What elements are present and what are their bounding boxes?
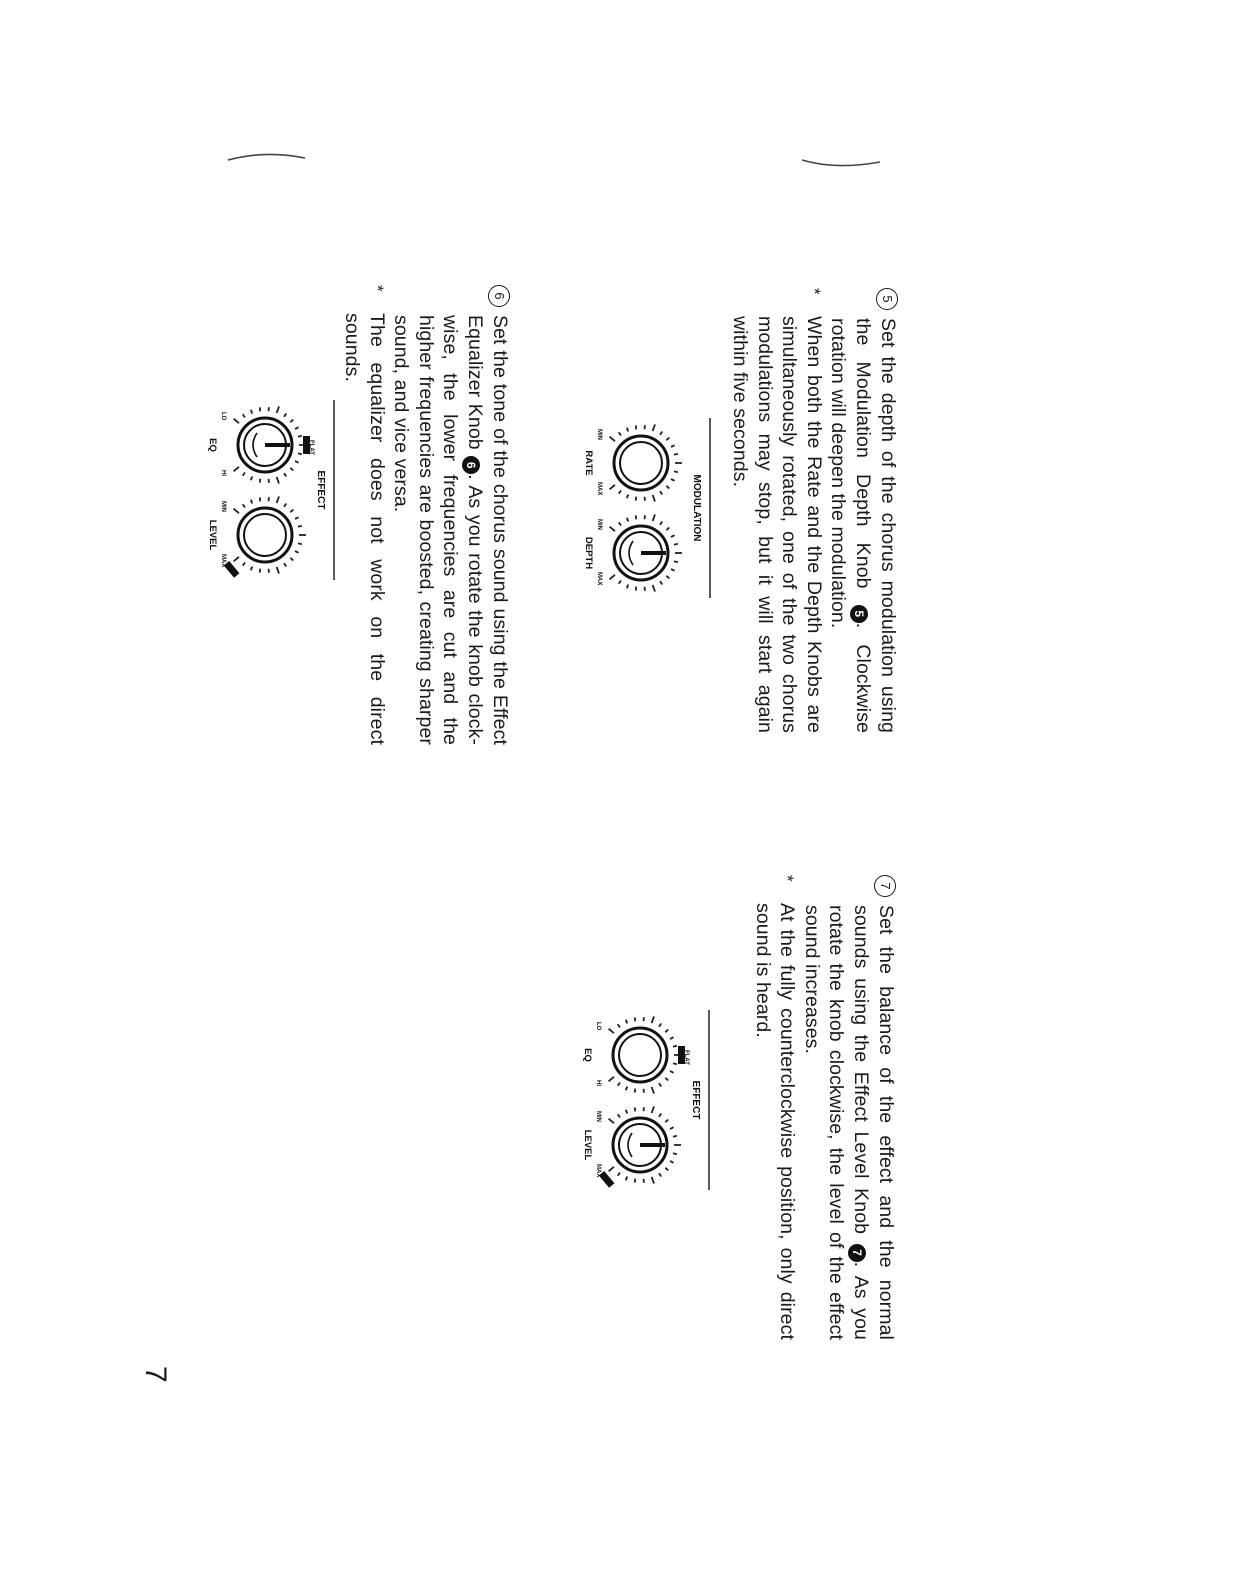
level-min-label: MIN: [595, 1111, 601, 1122]
knob-tick: [653, 495, 655, 502]
knob-tick: [670, 1071, 674, 1073]
knob-tick: [670, 1037, 674, 1039]
rate-max-label: MAX: [596, 482, 602, 496]
knob-tick: [671, 535, 675, 537]
knob-tick: [260, 407, 261, 411]
level-max-label: MAX: [220, 554, 226, 568]
knob-tick: [234, 467, 239, 471]
knob-tick: [284, 473, 286, 476]
knob-tick: [626, 1020, 627, 1024]
knob-tick: [619, 522, 621, 525]
knob-tick: [298, 526, 302, 527]
level-min-label: MIN: [220, 501, 226, 512]
note-marker: *: [805, 288, 824, 295]
effect-panel-b: [555, 1010, 715, 1190]
knob-tick: [284, 413, 286, 416]
eq-flat-label: FLAT: [683, 1050, 689, 1065]
depth-knob[interactable]: [583, 514, 682, 591]
knob-tick: [290, 420, 293, 423]
knob-inner-ring: [619, 1034, 661, 1076]
knob-tick: [673, 1046, 677, 1047]
knob-tick: [619, 491, 621, 494]
step-number-6: 6: [488, 285, 510, 307]
eq-flat-label: FLAT: [308, 440, 314, 455]
knob-tick: [234, 509, 239, 513]
level-knob[interactable]: [207, 496, 306, 577]
knob-tick: [618, 1114, 620, 1117]
section-7-text: Set the balance of the effect and the normal sounds using the Effect Level Knob 7. As you rotate the knob clockwise, the level of the effect sound increases.: [801, 905, 897, 1340]
panel-title: EFFECT: [690, 1080, 701, 1120]
knob-tick: [673, 1136, 677, 1137]
knob-tick: [673, 1063, 677, 1064]
knob-tick: [653, 424, 655, 431]
knob-tick: [295, 551, 299, 553]
knob-tick: [277, 406, 279, 413]
knob-tick: [659, 1083, 661, 1086]
knob-tick: [295, 461, 299, 463]
eq-label: EQ: [207, 438, 218, 452]
knob-tick: [659, 1023, 661, 1026]
knob-tick: [671, 479, 675, 481]
knob-tick: [670, 1161, 674, 1163]
knob-tick: [659, 1113, 661, 1116]
depth-min-label: MIN: [596, 519, 602, 530]
knob-tick: [666, 528, 669, 531]
knob-tick: [298, 436, 302, 437]
knob-tick: [665, 1030, 668, 1033]
knob-tick: [243, 414, 245, 417]
page-number: 7: [139, 1366, 172, 1383]
knob-badge-5: 5: [851, 605, 869, 623]
knob-tick: [671, 445, 675, 447]
knob-tick: [660, 431, 662, 434]
knob-tick: [635, 1089, 636, 1093]
section-6: [340, 285, 512, 745]
effect-panel-a: [180, 400, 340, 580]
section-5-note: When both the Rate and the Depth Knobs are simultaneously rotated, one of the two chorus modulations may stop, but it will start again within five seconds.: [729, 316, 825, 733]
eq-knob[interactable]: [207, 406, 314, 483]
eq-label: EQ: [582, 1048, 593, 1062]
panel-title: MODULATION: [691, 474, 702, 542]
knob-tick: [652, 1177, 654, 1184]
knob-tick: [619, 581, 621, 584]
knob-tick: [610, 437, 615, 441]
knob-tick: [673, 1153, 677, 1154]
knob-tick: [674, 471, 678, 472]
knob-tick: [665, 1120, 668, 1123]
knob-tick: [284, 563, 286, 566]
knob-tick: [284, 503, 286, 506]
depth-max-label: MAX: [596, 572, 602, 586]
knob-tick: [674, 561, 678, 562]
knob-tick: [243, 473, 245, 476]
knob-tick: [290, 558, 293, 561]
knob-tick: [653, 585, 655, 592]
knob-tick: [609, 1167, 614, 1171]
knob-tick: [290, 468, 293, 471]
knob-tick: [243, 504, 245, 507]
knob-tick: [652, 1106, 654, 1113]
knob-tick: [610, 575, 615, 579]
knob-tick: [618, 1024, 620, 1027]
knob-tick: [243, 563, 245, 566]
section-6-note: The equalizer does not work on the direct sounds.: [341, 313, 388, 745]
section-5: [728, 288, 900, 733]
knob-tick: [251, 500, 252, 504]
knob-tick: [251, 567, 252, 571]
knob-tick: [653, 514, 655, 521]
eq-knob[interactable]: [582, 1016, 689, 1093]
knob-tick: [635, 1179, 636, 1183]
knob-tick: [626, 1087, 627, 1091]
knob-tick: [666, 438, 669, 441]
knob-tick: [627, 585, 628, 589]
note-marker: *: [778, 875, 798, 882]
knob-tick: [619, 432, 621, 435]
knob-tick: [636, 515, 637, 519]
knob-tick: [626, 1110, 627, 1114]
section-5-text: Set the depth of the chorus modulation using the Modulation Depth Knob 5. Clockwise rotation will deepen the modulation.: [827, 318, 899, 733]
knob-badge-6: 6: [463, 456, 481, 474]
knob-tick: [298, 543, 302, 544]
level-label: LEVEL: [582, 1129, 593, 1161]
level-max-label: MAX: [595, 1164, 601, 1178]
max-marker: [599, 1171, 615, 1188]
eq-lo-label: LO: [595, 1022, 601, 1031]
knob-tick: [609, 1119, 614, 1123]
knob-tick: [635, 1017, 636, 1021]
knob-tick: [609, 1077, 614, 1081]
knob-inner-ring: [244, 514, 286, 556]
knob-tick: [652, 1016, 654, 1023]
knob-tick: [618, 1173, 620, 1176]
knob-tick: [277, 567, 279, 574]
knob-tick: [251, 410, 252, 414]
knob-tick: [626, 1177, 627, 1181]
knob-tick: [660, 521, 662, 524]
knob-tick: [277, 477, 279, 484]
knob-tick: [652, 1087, 654, 1094]
eq-hi-label: HI: [220, 470, 226, 476]
knob-tick: [234, 557, 239, 561]
knob-tick: [298, 453, 302, 454]
knob-tick: [674, 544, 678, 545]
knob-tick: [670, 1127, 674, 1129]
knob-tick: [666, 576, 669, 579]
step-number-7: 7: [874, 875, 896, 897]
section-7-note: At the fully counterclockwise position, only direct sound is heard.: [752, 903, 799, 1340]
knob-tick: [665, 1168, 668, 1171]
panel-title: EFFECT: [315, 470, 326, 510]
knob-tick: [635, 1107, 636, 1111]
eq-hi-label: HI: [595, 1080, 601, 1086]
knob-tick: [251, 477, 252, 481]
knob-inner-ring: [620, 442, 662, 484]
level-label: LEVEL: [207, 519, 218, 551]
max-marker: [224, 561, 240, 578]
modulation-panel: [556, 418, 716, 598]
rate-knob[interactable]: [583, 424, 682, 501]
knob-tick: [627, 518, 628, 522]
knob-tick: [636, 497, 637, 501]
knob-tick: [260, 479, 261, 483]
knob-tick: [260, 569, 261, 573]
knob-tick: [295, 517, 299, 519]
level-knob[interactable]: [582, 1106, 681, 1187]
depth-label: DEPTH: [583, 536, 594, 570]
step-number-5: 5: [876, 288, 898, 310]
section-6-text: Set the tone of the chorus sound using the Effect Equalizer Knob 6. As you rotate the knob clock-wise, the lower frequencies are cut and the higher frequencies are boosted, creating sharper sound, and vice versa.: [390, 315, 511, 745]
knob-tick: [660, 581, 662, 584]
knob-tick: [277, 496, 279, 503]
knob-tick: [610, 527, 615, 531]
knob-tick: [636, 425, 637, 429]
knob-tick: [659, 1173, 661, 1176]
knob-tick: [627, 428, 628, 432]
knob-tick: [260, 497, 261, 501]
knob-badge-7: 7: [849, 1244, 867, 1262]
knob-tick: [295, 427, 299, 429]
rate-label: RATE: [583, 450, 594, 476]
eq-lo-label: LO: [220, 412, 226, 421]
knob-tick: [610, 485, 615, 489]
knob-tick: [671, 569, 675, 571]
knob-tick: [666, 486, 669, 489]
rate-min-label: MIN: [596, 429, 602, 440]
section-7: [751, 875, 899, 1340]
knob-tick: [660, 491, 662, 494]
knob-tick: [674, 454, 678, 455]
knob-tick: [627, 495, 628, 499]
knob-tick: [665, 1078, 668, 1081]
knob-tick: [636, 587, 637, 591]
note-marker: *: [368, 285, 387, 292]
knob-tick: [290, 510, 293, 513]
knob-tick: [609, 1029, 614, 1033]
knob-tick: [618, 1083, 620, 1086]
knob-tick: [234, 419, 239, 423]
